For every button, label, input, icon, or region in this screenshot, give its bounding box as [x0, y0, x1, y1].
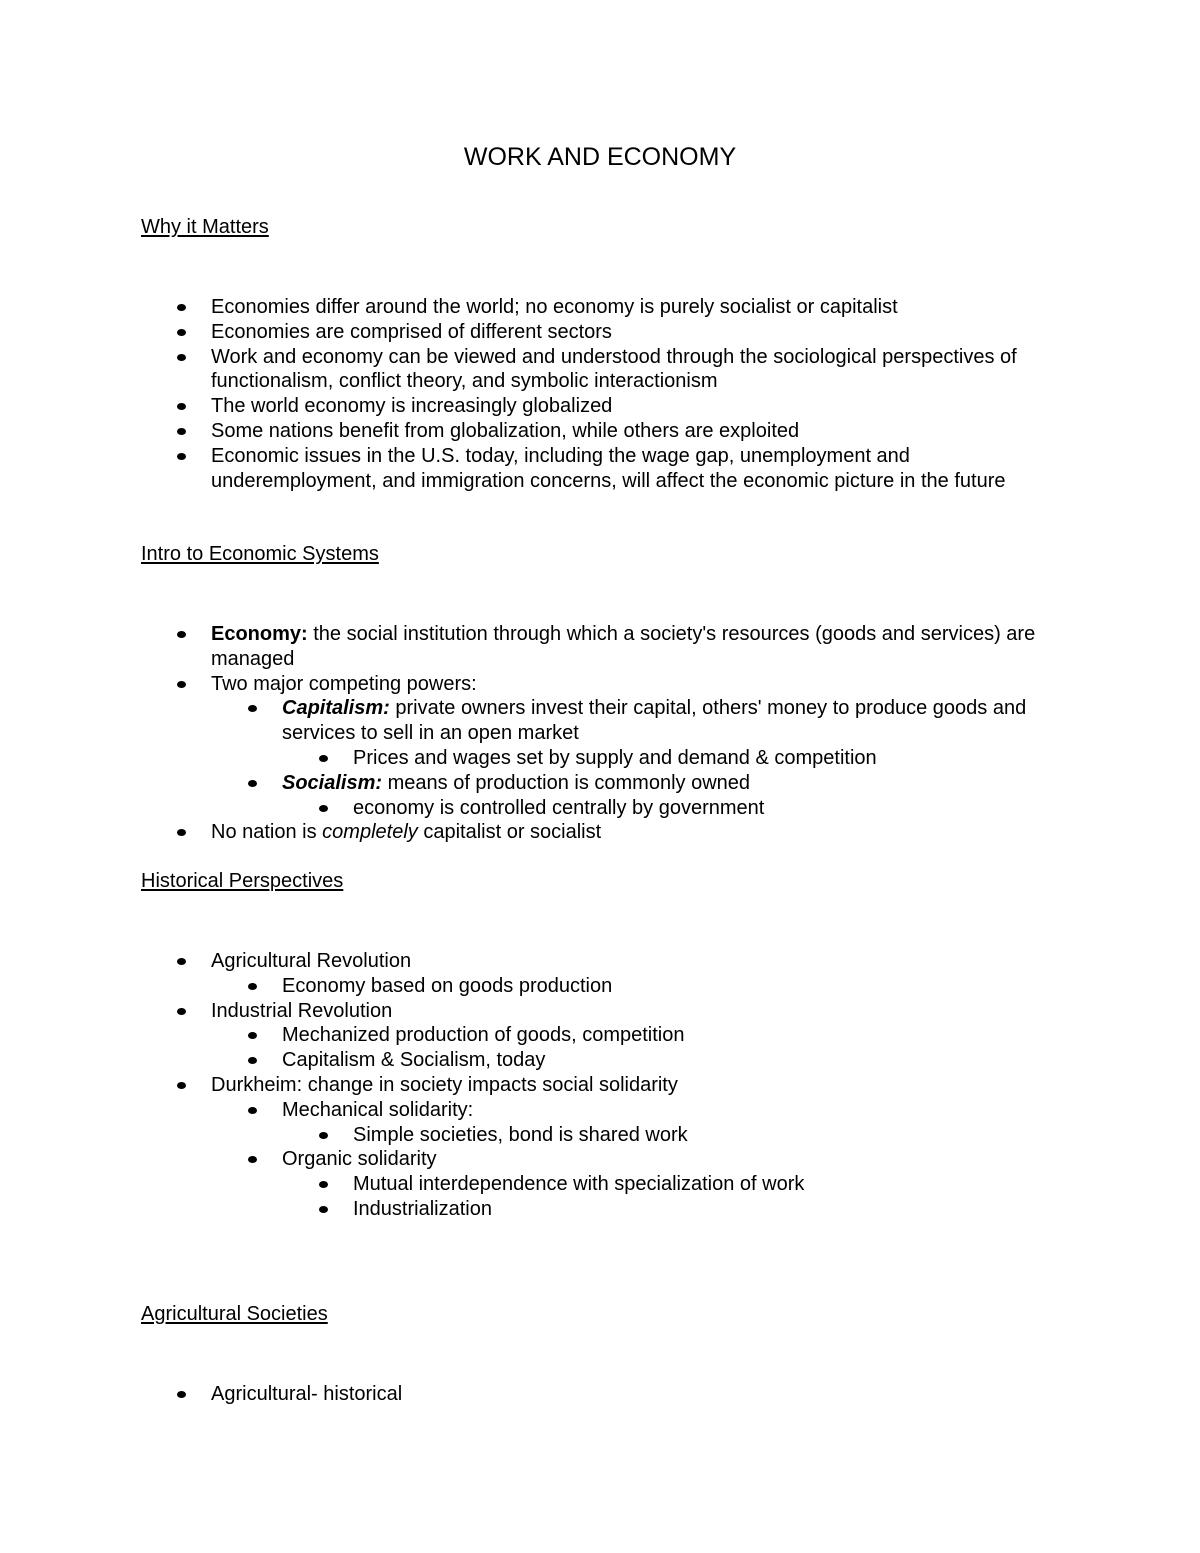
list-item: Mechanized production of goods, competition [0, 1023, 1062, 1048]
list-item: Industrial Revolution [0, 999, 1071, 1024]
list-item: Organic solidarity [0, 1147, 1062, 1172]
list-item: economy is controlled centrally by government [0, 796, 1073, 821]
term-economy: Economy: [211, 623, 308, 645]
bullet-icon [319, 805, 328, 812]
bullet-icon [319, 1181, 328, 1188]
term-capitalism: Capitalism: [282, 697, 390, 720]
list-item: Simple societies, bond is shared work [0, 1123, 1073, 1148]
section-heading-historical-perspectives: Historical Perspectives [141, 870, 344, 892]
bullet-icon [177, 1008, 186, 1015]
list-item: Capitalism & Socialism, today [0, 1048, 1062, 1073]
list-item: Mutual interdependence with specialization of work [0, 1172, 1073, 1197]
why-it-matters-list [0, 295, 1200, 493]
section-heading-agricultural-societies: Agricultural Societies [141, 1303, 328, 1325]
list-item-socialism: Socialism: means of production is commonly owned [0, 771, 1062, 796]
bullet-icon [248, 1057, 257, 1064]
intro-economic-systems-list [0, 622, 1200, 845]
list-item: Economies are comprised of different sectors [0, 320, 1071, 345]
bullet-icon [177, 354, 186, 361]
bullet-icon [177, 829, 186, 836]
section-heading-why-it-matters: Why it Matters [141, 216, 269, 238]
bullet-icon [319, 1132, 328, 1139]
list-item-two-powers: Two major competing powers: [0, 672, 1071, 697]
list-item-no-nation: No nation is completely capitalist or socialist [0, 820, 1071, 845]
list-item: Industrialization [0, 1197, 1073, 1222]
list-item: The world economy is increasingly globalized [0, 394, 1071, 419]
bullet-icon [248, 780, 257, 787]
bullet-icon [177, 428, 186, 435]
term-socialism: Socialism: [282, 771, 383, 794]
bullet-icon [319, 1206, 328, 1213]
list-item: Some nations benefit from globalization, while others are exploited [0, 419, 1071, 444]
list-item: Economy based on goods production [0, 974, 1062, 999]
bullet-icon [177, 403, 186, 410]
bullet-icon [177, 958, 186, 965]
list-item: Work and economy can be viewed and understood through the sociological perspectives of functionalism, conflict theory, and symbolic interactionism [0, 345, 1071, 395]
bullet-icon [248, 1107, 257, 1114]
page-title: WORK AND ECONOMY [463, 143, 737, 171]
bullet-icon [248, 1032, 257, 1039]
bullet-icon [177, 631, 186, 638]
list-item: Prices and wages set by supply and demand & competition [0, 746, 1073, 771]
bullet-icon [319, 755, 328, 762]
section-heading-intro-economic-systems: Intro to Economic Systems [141, 543, 379, 565]
historical-perspectives-list [0, 949, 1200, 1222]
list-item: Agricultural- historical [0, 1382, 1071, 1407]
bullet-icon [177, 329, 186, 336]
list-item: Economic issues in the U.S. today, including the wage gap, unemployment and underemployment, and immigration concerns, will affect the economic picture in the future [0, 444, 1071, 494]
list-item-capitalism: Capitalism: private owners invest their capital, others' money to produce goods and services to sell in an open market [0, 696, 1062, 746]
bullet-icon [177, 1082, 186, 1089]
bullet-icon [248, 705, 257, 712]
bullet-icon [177, 453, 186, 460]
list-item-economy: Economy: the social institution through which a society's resources (goods and services) are managed [0, 622, 1071, 672]
list-item: Economies differ around the world; no economy is purely socialist or capitalist [0, 295, 1071, 320]
bullet-icon [177, 1391, 186, 1398]
list-item: Mechanical solidarity: [0, 1098, 1062, 1123]
bullet-icon [248, 1156, 257, 1163]
agricultural-societies-list [0, 1382, 1200, 1407]
list-item: Durkheim: change in society impacts social solidarity [0, 1073, 1071, 1098]
bullet-icon [177, 681, 186, 688]
bullet-icon [177, 304, 186, 311]
bullet-icon [248, 983, 257, 990]
list-item: Agricultural Revolution [0, 949, 1071, 974]
